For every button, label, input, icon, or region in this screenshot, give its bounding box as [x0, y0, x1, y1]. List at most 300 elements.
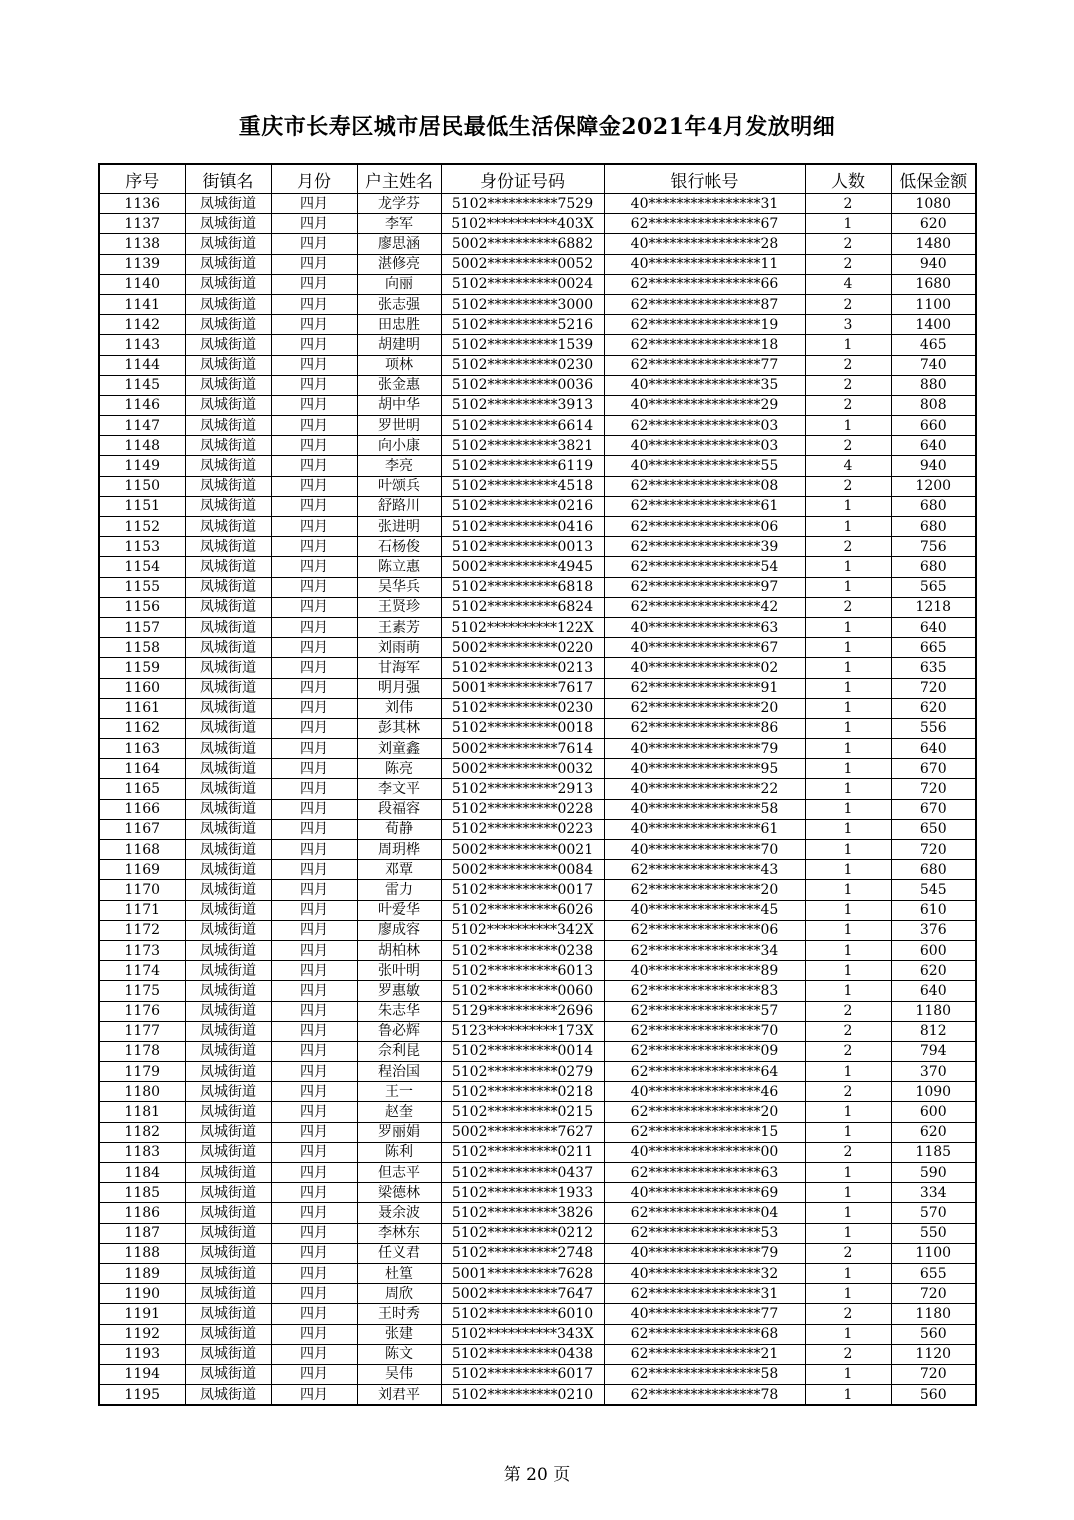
cell-month: 四月	[271, 1102, 357, 1122]
cell-people-count: 1	[805, 557, 891, 577]
cell-id-number: 5002**********4945	[441, 557, 604, 577]
cell-householder: 任义君	[357, 1243, 441, 1263]
cell-street: 凤城街道	[185, 940, 271, 960]
cell-amount: 940	[891, 456, 976, 476]
cell-people-count: 2	[805, 395, 891, 415]
cell-street: 凤城街道	[185, 395, 271, 415]
cell-street: 凤城街道	[185, 718, 271, 738]
cell-month: 四月	[271, 294, 357, 314]
cell-bank-account: 62****************91	[604, 678, 805, 698]
cell-serial: 1193	[99, 1344, 185, 1364]
cell-amount: 812	[891, 1021, 976, 1041]
cell-amount: 720	[891, 840, 976, 860]
cell-serial: 1162	[99, 718, 185, 738]
cell-householder: 胡柏林	[357, 940, 441, 960]
cell-householder: 吴华兵	[357, 577, 441, 597]
cell-bank-account: 62****************39	[604, 537, 805, 557]
cell-people-count: 1	[805, 1385, 891, 1406]
cell-amount: 376	[891, 920, 976, 940]
cell-serial: 1179	[99, 1062, 185, 1082]
header-street: 街镇名	[185, 164, 271, 194]
cell-serial: 1140	[99, 274, 185, 294]
cell-bank-account: 40****************79	[604, 739, 805, 759]
cell-bank-account: 40****************61	[604, 819, 805, 839]
cell-bank-account: 40****************67	[604, 638, 805, 658]
cell-street: 凤城街道	[185, 981, 271, 1001]
cell-bank-account: 62****************19	[604, 315, 805, 335]
cell-people-count: 1	[805, 335, 891, 355]
cell-id-number: 5102**********0230	[441, 698, 604, 718]
cell-id-number: 5102**********0238	[441, 940, 604, 960]
cell-bank-account: 62****************09	[604, 1041, 805, 1061]
cell-amount: 620	[891, 1122, 976, 1142]
cell-street: 凤城街道	[185, 1163, 271, 1183]
table-row	[99, 880, 976, 900]
cell-bank-account: 62****************87	[604, 294, 805, 314]
cell-street: 凤城街道	[185, 416, 271, 436]
cell-amount: 670	[891, 799, 976, 819]
cell-street: 凤城街道	[185, 315, 271, 335]
cell-householder: 胡中华	[357, 395, 441, 415]
table-row	[99, 274, 976, 294]
cell-month: 四月	[271, 819, 357, 839]
cell-street: 凤城街道	[185, 759, 271, 779]
cell-householder: 陈立惠	[357, 557, 441, 577]
cell-bank-account: 62****************97	[604, 577, 805, 597]
cell-amount: 545	[891, 880, 976, 900]
cell-month: 四月	[271, 759, 357, 779]
cell-street: 凤城街道	[185, 1102, 271, 1122]
cell-street: 凤城街道	[185, 739, 271, 759]
cell-people-count: 4	[805, 274, 891, 294]
cell-people-count: 1	[805, 819, 891, 839]
cell-serial: 1138	[99, 234, 185, 254]
table-row	[99, 739, 976, 759]
cell-bank-account: 62****************34	[604, 940, 805, 960]
cell-id-number: 5102**********0210	[441, 1385, 604, 1406]
header-people-count: 人数	[805, 164, 891, 194]
cell-people-count: 2	[805, 254, 891, 274]
cell-street: 凤城街道	[185, 698, 271, 718]
cell-street: 凤城街道	[185, 900, 271, 920]
cell-householder: 刘童鑫	[357, 739, 441, 759]
cell-street: 凤城街道	[185, 1082, 271, 1102]
cell-people-count: 1	[805, 880, 891, 900]
table-row	[99, 1001, 976, 1021]
cell-people-count: 2	[805, 597, 891, 617]
cell-serial: 1176	[99, 1001, 185, 1021]
cell-month: 四月	[271, 638, 357, 658]
cell-month: 四月	[271, 1041, 357, 1061]
cell-serial: 1155	[99, 577, 185, 597]
cell-id-number: 5102**********6614	[441, 416, 604, 436]
cell-bank-account: 40****************02	[604, 658, 805, 678]
table-row	[99, 698, 976, 718]
cell-street: 凤城街道	[185, 375, 271, 395]
cell-householder: 甘海军	[357, 658, 441, 678]
cell-bank-account: 40****************03	[604, 436, 805, 456]
cell-amount: 680	[891, 557, 976, 577]
cell-householder: 周欣	[357, 1284, 441, 1304]
cell-month: 四月	[271, 436, 357, 456]
cell-people-count: 1	[805, 1122, 891, 1142]
table-row	[99, 819, 976, 839]
cell-street: 凤城街道	[185, 254, 271, 274]
cell-id-number: 5129**********2696	[441, 1001, 604, 1021]
cell-id-number: 5102**********403X	[441, 214, 604, 234]
cell-householder: 向丽	[357, 274, 441, 294]
cell-month: 四月	[271, 840, 357, 860]
cell-people-count: 2	[805, 1001, 891, 1021]
cell-id-number: 5102**********2748	[441, 1243, 604, 1263]
cell-month: 四月	[271, 557, 357, 577]
cell-people-count: 1	[805, 517, 891, 537]
cell-people-count: 2	[805, 436, 891, 456]
cell-people-count: 1	[805, 1263, 891, 1283]
cell-amount: 1100	[891, 1243, 976, 1263]
cell-serial: 1187	[99, 1223, 185, 1243]
cell-amount: 1680	[891, 274, 976, 294]
cell-street: 凤城街道	[185, 214, 271, 234]
cell-people-count: 1	[805, 739, 891, 759]
cell-bank-account: 40****************29	[604, 395, 805, 415]
cell-bank-account: 62****************61	[604, 496, 805, 516]
cell-street: 凤城街道	[185, 436, 271, 456]
cell-householder: 邓覃	[357, 860, 441, 880]
cell-amount: 720	[891, 779, 976, 799]
cell-serial: 1166	[99, 799, 185, 819]
cell-month: 四月	[271, 658, 357, 678]
cell-street: 凤城街道	[185, 1324, 271, 1344]
cell-people-count: 1	[805, 1223, 891, 1243]
cell-street: 凤城街道	[185, 779, 271, 799]
cell-householder: 胡建明	[357, 335, 441, 355]
cell-street: 凤城街道	[185, 476, 271, 496]
cell-people-count: 1	[805, 658, 891, 678]
cell-amount: 720	[891, 1364, 976, 1384]
cell-id-number: 5102**********6013	[441, 961, 604, 981]
table-row	[99, 1203, 976, 1223]
cell-amount: 550	[891, 1223, 976, 1243]
cell-bank-account: 62****************67	[604, 214, 805, 234]
cell-householder: 佘利昆	[357, 1041, 441, 1061]
table-row	[99, 597, 976, 617]
cell-amount: 665	[891, 638, 976, 658]
cell-id-number: 5123**********173X	[441, 1021, 604, 1041]
cell-householder: 吴伟	[357, 1364, 441, 1384]
cell-householder: 但志平	[357, 1163, 441, 1183]
cell-serial: 1136	[99, 194, 185, 214]
cell-bank-account: 62****************53	[604, 1223, 805, 1243]
cell-id-number: 5102**********0014	[441, 1041, 604, 1061]
table-row	[99, 234, 976, 254]
table-row	[99, 1163, 976, 1183]
cell-street: 凤城街道	[185, 1142, 271, 1162]
cell-month: 四月	[271, 254, 357, 274]
cell-serial: 1163	[99, 739, 185, 759]
cell-bank-account: 40****************77	[604, 1304, 805, 1324]
cell-householder: 叶爱华	[357, 900, 441, 920]
cell-id-number: 5102**********3821	[441, 436, 604, 456]
cell-serial: 1146	[99, 395, 185, 415]
cell-people-count: 1	[805, 940, 891, 960]
table-row	[99, 940, 976, 960]
cell-serial: 1160	[99, 678, 185, 698]
cell-month: 四月	[271, 496, 357, 516]
cell-householder: 刘君平	[357, 1385, 441, 1406]
cell-bank-account: 40****************32	[604, 1263, 805, 1283]
cell-serial: 1145	[99, 375, 185, 395]
cell-street: 凤城街道	[185, 617, 271, 637]
cell-bank-account: 62****************06	[604, 920, 805, 940]
cell-month: 四月	[271, 274, 357, 294]
cell-bank-account: 62****************20	[604, 1102, 805, 1122]
allowance-table	[98, 163, 977, 1406]
cell-id-number: 5102**********0437	[441, 1163, 604, 1183]
cell-street: 凤城街道	[185, 597, 271, 617]
cell-bank-account: 40****************63	[604, 617, 805, 637]
cell-month: 四月	[271, 214, 357, 234]
cell-bank-account: 62****************68	[604, 1324, 805, 1344]
cell-id-number: 5102**********6026	[441, 900, 604, 920]
cell-id-number: 5102**********0017	[441, 880, 604, 900]
cell-id-number: 5102**********7529	[441, 194, 604, 214]
table-row	[99, 194, 976, 214]
cell-month: 四月	[271, 779, 357, 799]
cell-serial: 1190	[99, 1284, 185, 1304]
cell-bank-account: 40****************11	[604, 254, 805, 274]
cell-serial: 1192	[99, 1324, 185, 1344]
cell-bank-account: 62****************64	[604, 1062, 805, 1082]
cell-amount: 1185	[891, 1142, 976, 1162]
cell-id-number: 5002**********6882	[441, 234, 604, 254]
cell-amount: 590	[891, 1163, 976, 1183]
cell-householder: 石杨俊	[357, 537, 441, 557]
cell-serial: 1180	[99, 1082, 185, 1102]
cell-householder: 程治国	[357, 1062, 441, 1082]
cell-people-count: 1	[805, 1364, 891, 1384]
table-row	[99, 900, 976, 920]
cell-people-count: 2	[805, 1344, 891, 1364]
cell-householder: 李亮	[357, 456, 441, 476]
cell-id-number: 5102**********0024	[441, 274, 604, 294]
cell-serial: 1144	[99, 355, 185, 375]
cell-street: 凤城街道	[185, 1041, 271, 1061]
header-amount: 低保金额	[891, 164, 976, 194]
cell-street: 凤城街道	[185, 840, 271, 860]
cell-householder: 罗世明	[357, 416, 441, 436]
cell-serial: 1159	[99, 658, 185, 678]
cell-amount: 680	[891, 860, 976, 880]
cell-bank-account: 62****************63	[604, 1163, 805, 1183]
cell-street: 凤城街道	[185, 799, 271, 819]
cell-month: 四月	[271, 739, 357, 759]
cell-people-count: 2	[805, 476, 891, 496]
cell-people-count: 2	[805, 234, 891, 254]
cell-bank-account: 62****************86	[604, 718, 805, 738]
cell-month: 四月	[271, 880, 357, 900]
cell-householder: 张叶明	[357, 961, 441, 981]
cell-amount: 720	[891, 1284, 976, 1304]
cell-street: 凤城街道	[185, 638, 271, 658]
cell-amount: 620	[891, 214, 976, 234]
cell-people-count: 1	[805, 1102, 891, 1122]
cell-amount: 640	[891, 739, 976, 759]
cell-householder: 项林	[357, 355, 441, 375]
cell-street: 凤城街道	[185, 335, 271, 355]
cell-amount: 740	[891, 355, 976, 375]
table-row	[99, 1263, 976, 1283]
table-row	[99, 476, 976, 496]
cell-street: 凤城街道	[185, 456, 271, 476]
cell-street: 凤城街道	[185, 658, 271, 678]
cell-month: 四月	[271, 1021, 357, 1041]
cell-serial: 1161	[99, 698, 185, 718]
header-bank-account: 银行帐号	[604, 164, 805, 194]
cell-id-number: 5102**********0279	[441, 1062, 604, 1082]
cell-amount: 600	[891, 940, 976, 960]
cell-people-count: 1	[805, 1062, 891, 1082]
cell-street: 凤城街道	[185, 1304, 271, 1324]
table-row	[99, 1364, 976, 1384]
cell-householder: 梁德林	[357, 1183, 441, 1203]
cell-id-number: 5002**********0032	[441, 759, 604, 779]
cell-id-number: 5102**********0416	[441, 517, 604, 537]
table-row	[99, 1183, 976, 1203]
cell-id-number: 5102**********0228	[441, 799, 604, 819]
cell-month: 四月	[271, 476, 357, 496]
cell-serial: 1170	[99, 880, 185, 900]
cell-bank-account: 62****************03	[604, 416, 805, 436]
table-row	[99, 678, 976, 698]
table-row	[99, 779, 976, 799]
cell-month: 四月	[271, 698, 357, 718]
cell-bank-account: 40****************95	[604, 759, 805, 779]
cell-people-count: 1	[805, 617, 891, 637]
cell-serial: 1171	[99, 900, 185, 920]
cell-street: 凤城街道	[185, 1021, 271, 1041]
table-row	[99, 294, 976, 314]
cell-serial: 1186	[99, 1203, 185, 1223]
cell-amount: 1090	[891, 1082, 976, 1102]
cell-householder: 段福容	[357, 799, 441, 819]
cell-serial: 1141	[99, 294, 185, 314]
cell-id-number: 5102**********3826	[441, 1203, 604, 1223]
cell-people-count: 1	[805, 900, 891, 920]
table-row	[99, 638, 976, 658]
cell-serial: 1183	[99, 1142, 185, 1162]
cell-bank-account: 62****************42	[604, 597, 805, 617]
cell-amount: 465	[891, 335, 976, 355]
cell-people-count: 2	[805, 1243, 891, 1263]
table-row	[99, 1062, 976, 1082]
cell-householder: 廖思涵	[357, 234, 441, 254]
cell-month: 四月	[271, 416, 357, 436]
cell-month: 四月	[271, 1183, 357, 1203]
cell-month: 四月	[271, 194, 357, 214]
cell-month: 四月	[271, 718, 357, 738]
cell-month: 四月	[271, 1324, 357, 1344]
cell-month: 四月	[271, 1385, 357, 1406]
cell-month: 四月	[271, 1203, 357, 1223]
cell-people-count: 2	[805, 355, 891, 375]
cell-month: 四月	[271, 1082, 357, 1102]
cell-householder: 湛修亮	[357, 254, 441, 274]
table-row	[99, 335, 976, 355]
cell-serial: 1194	[99, 1364, 185, 1384]
cell-month: 四月	[271, 799, 357, 819]
cell-street: 凤城街道	[185, 1243, 271, 1263]
cell-householder: 杜篁	[357, 1263, 441, 1283]
cell-householder: 张金惠	[357, 375, 441, 395]
cell-street: 凤城街道	[185, 1001, 271, 1021]
cell-street: 凤城街道	[185, 1122, 271, 1142]
cell-amount: 680	[891, 496, 976, 516]
cell-bank-account: 40****************45	[604, 900, 805, 920]
cell-amount: 560	[891, 1385, 976, 1406]
table-row	[99, 981, 976, 1001]
cell-street: 凤城街道	[185, 1284, 271, 1304]
cell-serial: 1156	[99, 597, 185, 617]
cell-householder: 雷力	[357, 880, 441, 900]
table-row	[99, 577, 976, 597]
cell-month: 四月	[271, 961, 357, 981]
cell-month: 四月	[271, 900, 357, 920]
table-row	[99, 456, 976, 476]
cell-bank-account: 62****************78	[604, 1385, 805, 1406]
cell-street: 凤城街道	[185, 274, 271, 294]
cell-bank-account: 62****************06	[604, 517, 805, 537]
cell-month: 四月	[271, 1243, 357, 1263]
table-row	[99, 617, 976, 637]
cell-bank-account: 62****************08	[604, 476, 805, 496]
cell-householder: 荀静	[357, 819, 441, 839]
cell-householder: 廖成容	[357, 920, 441, 940]
cell-month: 四月	[271, 1364, 357, 1384]
table-row	[99, 1223, 976, 1243]
cell-street: 凤城街道	[185, 1062, 271, 1082]
cell-month: 四月	[271, 1344, 357, 1364]
cell-serial: 1147	[99, 416, 185, 436]
cell-people-count: 1	[805, 638, 891, 658]
cell-amount: 1120	[891, 1344, 976, 1364]
cell-people-count: 1	[805, 577, 891, 597]
cell-street: 凤城街道	[185, 577, 271, 597]
cell-id-number: 5102**********0230	[441, 355, 604, 375]
cell-people-count: 1	[805, 416, 891, 436]
cell-street: 凤城街道	[185, 1203, 271, 1223]
cell-street: 凤城街道	[185, 234, 271, 254]
cell-month: 四月	[271, 456, 357, 476]
cell-people-count: 2	[805, 294, 891, 314]
cell-street: 凤城街道	[185, 194, 271, 214]
cell-people-count: 1	[805, 214, 891, 234]
table-header-row	[99, 164, 976, 194]
table-row	[99, 840, 976, 860]
cell-id-number: 5001**********7617	[441, 678, 604, 698]
cell-street: 凤城街道	[185, 557, 271, 577]
table-row	[99, 496, 976, 516]
cell-serial: 1175	[99, 981, 185, 1001]
table-row	[99, 1041, 976, 1061]
cell-people-count: 1	[805, 799, 891, 819]
cell-serial: 1148	[99, 436, 185, 456]
table-row	[99, 718, 976, 738]
table-row	[99, 557, 976, 577]
cell-month: 四月	[271, 537, 357, 557]
cell-month: 四月	[271, 1284, 357, 1304]
cell-serial: 1139	[99, 254, 185, 274]
